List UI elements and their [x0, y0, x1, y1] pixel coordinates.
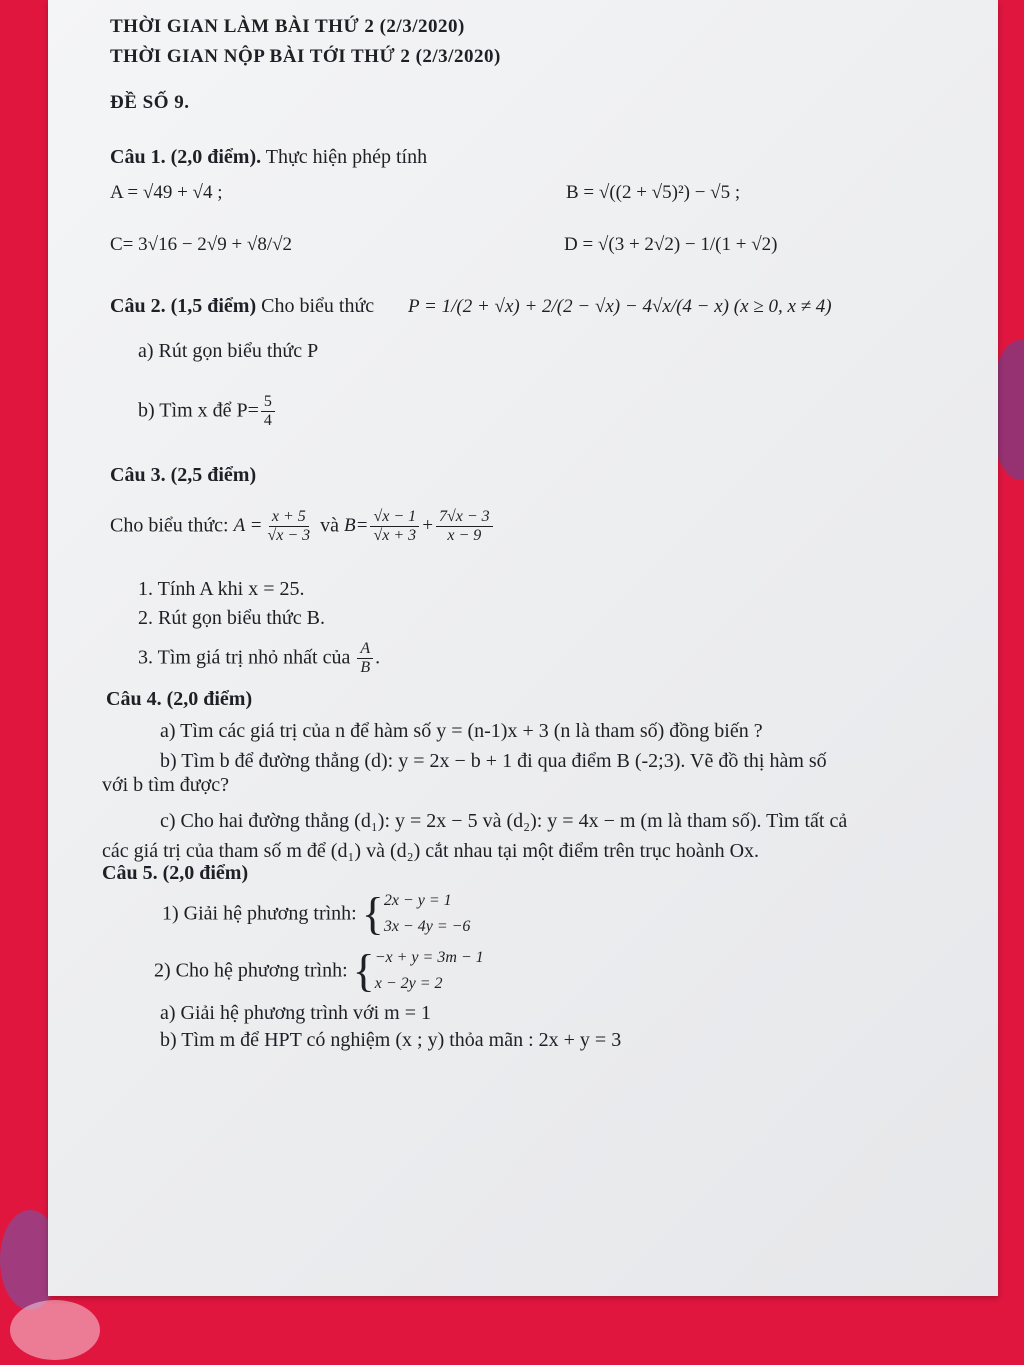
- q4-part-c-line2: các giá trị của tham số m để (d₁) và (d₂) cắt nhau tại một điểm trên trục hoành Ox.: [102, 840, 760, 862]
- q1-expr-B: B = √((2 + √5)²) − √5 ;: [566, 182, 741, 203]
- q3-item-3: 3. Tìm giá trị nhỏ nhất của $\frac{A}{B}$ .: [138, 640, 381, 677]
- q3-item-3-num: A: [357, 640, 373, 659]
- q3-item-3-den: B: [360, 659, 371, 677]
- header-line-2: THỜI GIAN NỘP BÀI TỚI THỨ 2 (2/3/2020): [110, 46, 501, 67]
- q5-part-a: a) Giải hệ phương trình với m = 1: [160, 1002, 432, 1024]
- q1-instruction: Thực hiện phép tính: [265, 146, 428, 168]
- q2-expression: P = 1/(2 + √x) + 2/(2 − √x) − 4√x/(4 − x) (x ≥ 0, x ≠ 4): [408, 296, 832, 317]
- q1-title: Câu 1. (2,0 điểm).: [110, 146, 262, 168]
- q3-intro-line: [110, 508, 495, 546]
- q3-title: Câu 3. (2,5 điểm): [110, 464, 257, 486]
- q1-expr-C: C= 3√16 − 2√9 + √8/√2: [110, 234, 293, 255]
- q2-title: Câu 2. (1,5 điểm): [110, 295, 257, 317]
- q4-part-c-line1: c) Cho hai đường thẳng (d₁): y = 2x − 5 và (d₂): y = 4x − m (m là tham số). Tìm tất cả: [160, 810, 848, 832]
- q2-heading: [110, 295, 374, 318]
- q3-item-2: 2. Rút gọn biểu thức B.: [138, 607, 325, 629]
- background-pattern-blob: [10, 1300, 100, 1360]
- q3-intro: Cho biểu thức:: [110, 514, 229, 537]
- q2-fraction-den: 4: [263, 412, 272, 430]
- q5-system-2: [375, 945, 484, 997]
- q2-part-a: a) Rút gọn biểu thức P: [138, 340, 319, 362]
- q5-system-1: [384, 888, 471, 940]
- q2-fraction: [261, 393, 275, 431]
- q5-system-2-eq2: x − 2y = 2: [374, 975, 443, 992]
- q3-expr-A: A = $\frac{x + 5}{√x - 3}$: [233, 508, 311, 545]
- q2-part-b-text: b) Tìm x để P=: [138, 399, 259, 422]
- header-line-1: THỜI GIAN LÀM BÀI THỨ 2 (2/3/2020): [110, 16, 465, 37]
- exam-number: ĐỀ SỐ 9.: [110, 92, 190, 113]
- q5-system-1-eq1: 2x − y = 1: [383, 892, 452, 909]
- q5-title: Câu 5. (2,0 điểm): [102, 862, 249, 884]
- q5-system-1-eq2: 3x − 4y = −6: [383, 918, 471, 935]
- q3-expr-B: B= $\frac{√x - 1}{√x + 3}$ + $\frac{7√x - 3}{x - 9}$: [344, 515, 495, 536]
- q2-fraction-num: 5: [261, 393, 275, 412]
- q5-system-2-brace: {: [352, 945, 375, 996]
- q1-expr-A: A = √49 + √4 ;: [110, 182, 223, 203]
- q1-expr-D: D = √(3 + 2√2) − 1/(1 + √2): [564, 234, 778, 255]
- q3-item-1: 1. Tính A khi x = 25.: [138, 578, 305, 600]
- q3-item-3-text: 3. Tìm giá trị nhỏ nhất của: [138, 646, 351, 669]
- q5-part-2-text: 2) Cho hệ phương trình:: [154, 959, 348, 982]
- q5-system-2-eq1: −x + y = 3m − 1: [374, 949, 484, 966]
- q2-part-b: [138, 393, 277, 431]
- q4-part-b-line2: với b tìm được?: [102, 774, 229, 796]
- q5-system-1-brace: {: [361, 888, 384, 939]
- q4-part-a: a) Tìm các giá trị của n để hàm số y = (n-1)x + 3 (n là tham số) đồng biến ?: [160, 720, 763, 742]
- q5-part-1: [162, 888, 470, 940]
- q5-part-1-text: 1) Giải hệ phương trình:: [162, 902, 357, 925]
- q1-heading: [110, 146, 427, 169]
- q3-and: và: [320, 514, 340, 537]
- q5-part-b: b) Tìm m để HPT có nghiệm (x ; y) thỏa mãn : 2x + y = 3: [160, 1029, 622, 1051]
- q5-part-2: [154, 945, 484, 997]
- q2-intro: Cho biểu thức: [261, 295, 375, 317]
- q4-title: Câu 4. (2,0 điểm): [106, 688, 253, 710]
- q3-item-3-fraction: [357, 640, 373, 678]
- exam-paper: [48, 0, 998, 1296]
- q4-part-b-line1: b) Tìm b để đường thẳng (d): y = 2x − b + 1 đi qua điểm B (-2;3). Vẽ đồ thị hàm số: [160, 750, 827, 772]
